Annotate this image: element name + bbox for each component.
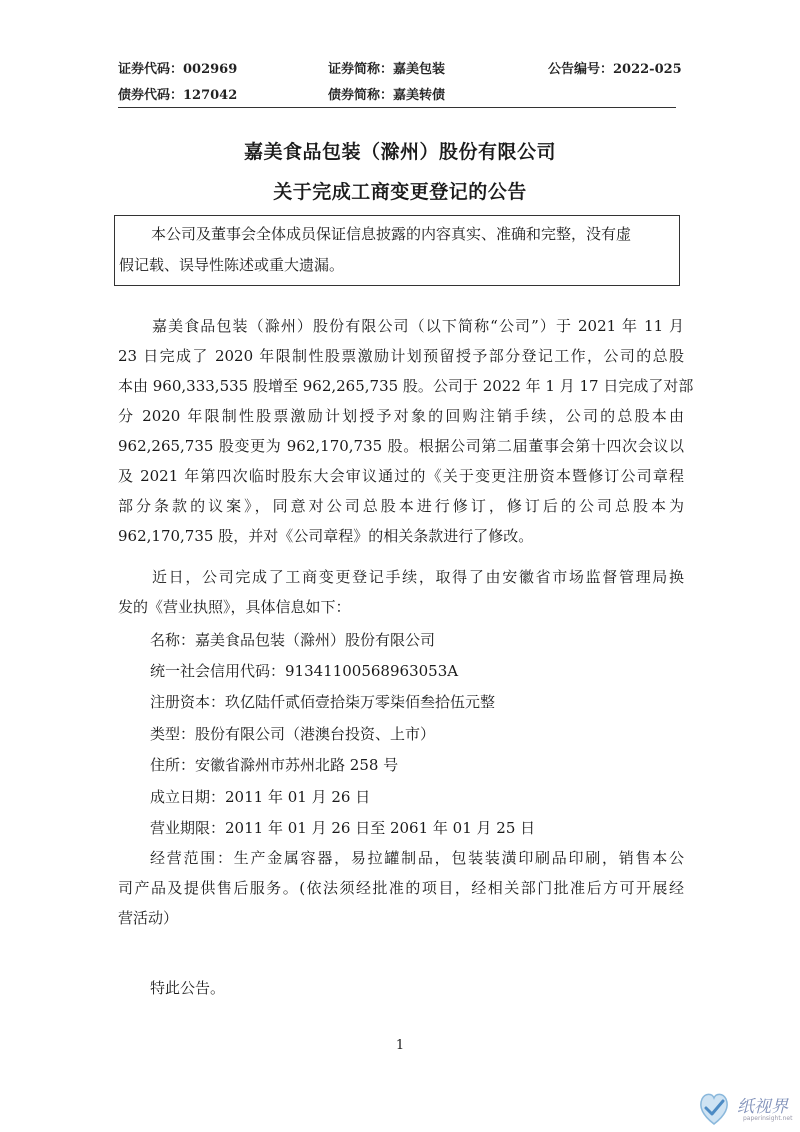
paragraph-line: 部分条款的议案》，同意对公司总股本进行修订，修订后的公司总股本为 bbox=[118, 497, 684, 515]
paragraph-line: 本由 960,333,535 股增至 962,265,735 股。公司于 2022 年 1 月 17 日完成了对部 bbox=[118, 377, 694, 395]
notice-line: 假记载、误导性陈述或重大遗漏。 bbox=[119, 256, 345, 274]
license-founded: 成立日期：2011 年 01 月 26 日 bbox=[150, 788, 371, 806]
watermark-brand: 纸视界 bbox=[737, 1097, 788, 1117]
header-row-bond bbox=[118, 84, 676, 102]
paragraph-line: 司产品及提供售后服务。(依法须经批准的项目，经相关部门批准后方可开展经 bbox=[118, 879, 684, 897]
paragraph-line: 嘉美食品包装（滁州）股份有限公司（以下简称“公司”）于 2021 年 11 月 bbox=[152, 317, 684, 335]
paragraph-line: 近日，公司完成了工商变更登记手续，取得了由安徽省市场监督管理局换 bbox=[152, 568, 684, 586]
document-title: 嘉美食品包装（滁州）股份有限公司 bbox=[243, 141, 556, 163]
announcement-number: 公告编号：2022-025 bbox=[548, 62, 682, 77]
paragraph-line: 23 日完成了 2020 年限制性股票激励计划预留授予部分登记工作，公司的总股 bbox=[118, 347, 684, 365]
license-type: 类型：股份有限公司（港澳台投资、上市） bbox=[150, 725, 436, 743]
disclosure-notice-box bbox=[114, 215, 680, 286]
bond-abbr: 债券简称：嘉美转债 bbox=[328, 88, 446, 103]
bond-code: 债券代码：127042 bbox=[118, 88, 238, 103]
stock-code: 证券代码：002969 bbox=[118, 62, 238, 77]
header-divider bbox=[118, 107, 676, 108]
watermark-url: paperinsight.net bbox=[743, 1115, 793, 1122]
stock-abbr: 证券简称：嘉美包装 bbox=[328, 62, 446, 77]
license-credit-code: 统一社会信用代码：91341100568963053A bbox=[150, 662, 459, 680]
header-row-stock bbox=[118, 58, 682, 77]
notice-line: 本公司及董事会全体成员保证信息披露的内容真实、准确和完整，没有虚 bbox=[151, 225, 632, 243]
paragraph-line: 962,170,735 股，并对《公司章程》的相关条款进行了修改。 bbox=[118, 527, 534, 545]
license-term: 营业期限：2011 年 01 月 26 日至 2061 年 01 月 25 日 bbox=[150, 819, 536, 837]
paragraph-line: 经营范围：生产金属容器，易拉罐制品，包装装潢印刷品印刷，销售本公 bbox=[150, 849, 684, 867]
paragraph-line: 发的《营业执照》，具体信息如下： bbox=[118, 598, 351, 616]
license-address: 住所：安徽省滁州市苏州北路 258 号 bbox=[150, 756, 399, 774]
paragraph-line: 营活动） bbox=[118, 909, 179, 927]
license-capital: 注册资本：玖亿陆仟贰佰壹拾柒万零柒佰叁拾伍元整 bbox=[150, 693, 496, 711]
page-number: 1 bbox=[395, 1038, 405, 1053]
license-name: 名称：嘉美食品包装（滁州）股份有限公司 bbox=[150, 631, 436, 649]
document-subtitle: 关于完成工商变更登记的公告 bbox=[273, 181, 527, 203]
paperinsight-logo-icon bbox=[693, 1088, 735, 1128]
closing-text: 特此公告。 bbox=[150, 979, 226, 997]
watermark bbox=[693, 1088, 798, 1128]
paragraph-line: 962,265,735 股变更为 962,170,735 股。根据公司第二届董事会第十四次会议以 bbox=[118, 437, 684, 455]
paragraph-line: 分 2020 年限制性股票激励计划授予对象的回购注销手续，公司的总股本由 bbox=[118, 407, 684, 425]
paragraph-line: 及 2021 年第四次临时股东大会审议通过的《关于变更注册资本暨修订公司章程 bbox=[118, 467, 684, 485]
